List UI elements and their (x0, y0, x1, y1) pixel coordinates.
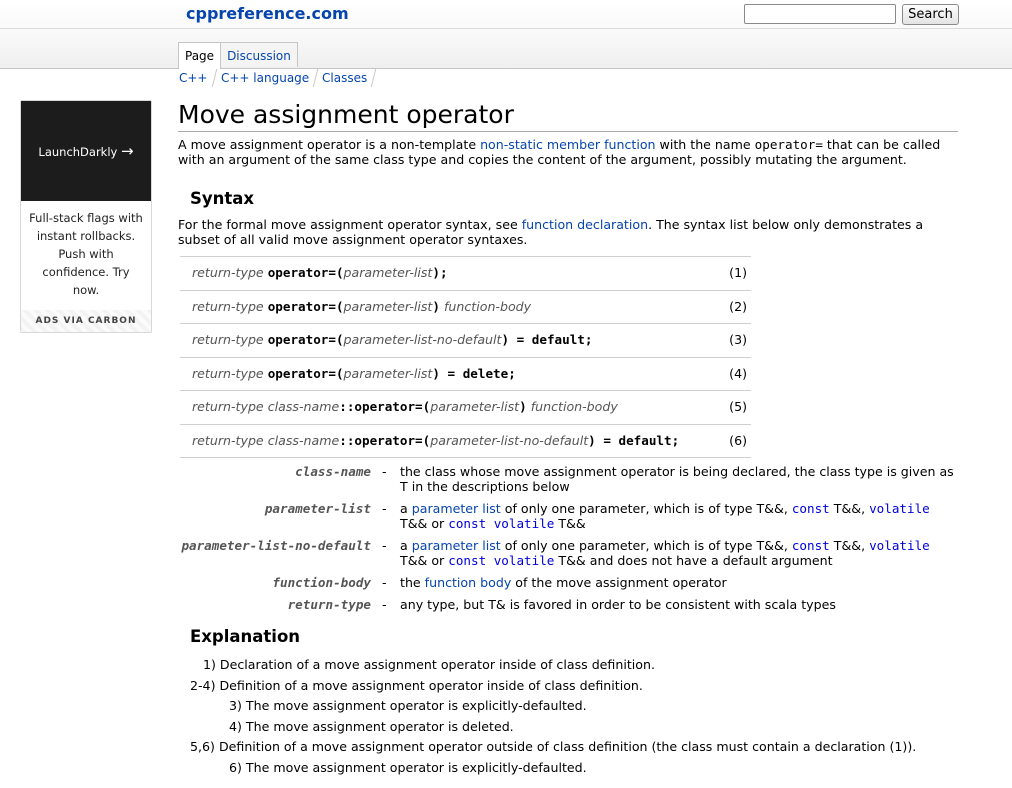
breadcrumb (173, 69, 374, 87)
explanation-line: 2-4) Definition of a move assignment operator inside of class definition. (190, 678, 643, 693)
token-return-type: return-type (192, 298, 264, 314)
breadcrumb-cpp-language[interactable]: C++ language (212, 69, 318, 87)
syntax-row (180, 324, 751, 358)
token-default: ) = default; (501, 332, 593, 347)
param-name: class-name (295, 464, 371, 479)
token-function-body: function-body (530, 399, 618, 414)
token-operator: operator=( (267, 298, 344, 314)
search-input[interactable] (744, 4, 896, 24)
explanation-heading: Explanation (190, 627, 301, 646)
token-param-list: parameter-list (430, 399, 520, 414)
syntax-number: (3) (729, 332, 747, 347)
param-desc: any type, but T& is favored in order to be consistent with scala types (400, 597, 836, 612)
tab-discussion[interactable]: Discussion (221, 42, 298, 67)
explanation-line: 6) The move assignment operator is explicitly-defaulted. (229, 760, 587, 775)
syntax-row (180, 256, 751, 291)
param-name: return-type (287, 597, 371, 612)
link-parameter-list[interactable]: parameter list (411, 501, 501, 516)
token-param-list: parameter-list (343, 365, 433, 381)
explanation-line: 4) The move assignment operator is deleted. (229, 719, 514, 734)
syntax-number: (1) (729, 265, 747, 280)
param-desc-text: T&& or (400, 553, 449, 568)
syntax-number: (6) (729, 432, 747, 448)
param-dash: - (382, 464, 387, 479)
token-return-type: return-type (192, 432, 264, 448)
token-operator: ::operator=( (339, 432, 431, 448)
param-desc-text: T&&, (829, 501, 870, 516)
carbon-ad[interactable] (20, 100, 152, 333)
token-operator: operator=( (267, 265, 344, 280)
keyword-const: const (791, 501, 830, 516)
param-desc-text: of the move assignment operator (511, 575, 727, 590)
syntax-number: (2) (729, 298, 747, 314)
token-operator: operator=( (267, 332, 344, 347)
token-operator: ::operator=( (339, 399, 431, 414)
tab-page[interactable]: Page (178, 42, 221, 69)
keyword-const-volatile: const volatile (448, 553, 555, 568)
intro-text: A move assignment operator is a non-template (178, 137, 481, 152)
param-dash: - (382, 575, 387, 590)
link-non-static-member-function[interactable]: non-static member function (480, 137, 656, 152)
explanation-line: 3) The move assignment operator is explicitly-defaulted. (229, 698, 587, 713)
ad-text[interactable]: Full-stack flags with instant rollbacks. Push with confidence. Try now. (29, 211, 143, 297)
param-dash: - (382, 501, 387, 516)
token-operator: operator=( (267, 365, 344, 381)
syntax-row (180, 425, 751, 459)
link-function-declaration[interactable]: function declaration (521, 217, 649, 232)
keyword-volatile: volatile (869, 538, 930, 553)
token-class-name: class-name (267, 399, 340, 414)
link-function-body[interactable]: function body (424, 575, 512, 590)
search-button[interactable]: Search (902, 4, 959, 25)
param-name: function-body (272, 575, 371, 590)
param-desc (400, 501, 955, 531)
explanation-line: 5,6) Definition of a move assignment operator outside of class definition (the class must contain a declaration (1)). (190, 739, 917, 754)
ad-banner[interactable] (21, 101, 151, 201)
token-return-type: return-type (192, 365, 264, 381)
token-class-name: class-name (267, 432, 340, 448)
syntax-description (178, 217, 958, 247)
token-close: ); (432, 265, 448, 280)
token-return-type: return-type (192, 332, 264, 347)
param-desc (400, 575, 955, 590)
param-desc-text: a (400, 538, 412, 553)
param-name: parameter-list-no-default (181, 538, 371, 553)
token-param-list-no-default: parameter-list-no-default (430, 432, 589, 448)
intro-text: with the name (655, 137, 755, 152)
syntax-row (180, 358, 751, 392)
token-param-list: parameter-list (343, 298, 433, 314)
ad-footer[interactable]: ADS VIA CARBON (21, 310, 151, 332)
syntax-number: (4) (729, 365, 747, 381)
keyword-const-volatile: const volatile (448, 516, 555, 531)
param-desc: the class whose move assignment operator is being declared, the class type is given as T in the descriptions below (400, 464, 954, 494)
syntax-desc-text: For the formal move assignment operator syntax, see (178, 217, 522, 232)
syntax-heading: Syntax (190, 189, 255, 208)
link-parameter-list[interactable]: parameter list (411, 538, 501, 553)
param-desc-text: of only one parameter, which is of type T&&, (500, 501, 792, 516)
intro-code: operator= (754, 137, 823, 152)
ad-brand: LaunchDarkly (38, 145, 118, 159)
param-desc-text: the (400, 575, 425, 590)
param-desc-text: a (400, 501, 412, 516)
site-header (0, 0, 1012, 69)
syntax-desc-text: . The syntax list below only demonstrates a subset of all valid move assignment operator syntaxes. (178, 217, 924, 247)
param-desc-text: T&& (554, 516, 586, 531)
token-return-type: return-type (192, 399, 264, 414)
param-dash: - (382, 597, 387, 612)
token-close: ) (432, 298, 440, 314)
token-delete: ) = delete; (432, 365, 516, 381)
param-dash: - (382, 538, 387, 553)
token-return-type: return-type (192, 265, 264, 280)
token-param-list-no-default: parameter-list-no-default (343, 332, 502, 347)
syntax-row (180, 291, 751, 325)
param-desc (400, 538, 955, 568)
keyword-const: const (791, 538, 830, 553)
page-title: Move assignment operator (178, 99, 958, 132)
param-desc-text: T&&, (829, 538, 870, 553)
breadcrumb-cpp[interactable]: C++ (171, 69, 217, 87)
intro-paragraph (178, 137, 958, 167)
site-logo[interactable]: cppreference.com (186, 4, 349, 23)
breadcrumb-classes[interactable]: Classes (313, 69, 376, 87)
param-desc-text: T&& or (400, 516, 449, 531)
token-default: ) = default; (588, 432, 680, 448)
param-desc-text: T&& and does not have a default argument (554, 553, 833, 568)
syntax-row (180, 391, 751, 425)
arrow-right-icon: → (121, 142, 134, 160)
param-name: parameter-list (264, 501, 371, 516)
token-param-list: parameter-list (343, 265, 433, 280)
syntax-table (180, 256, 751, 458)
intro-text: that can be called with an argument of the same class type and copies the content of the argument, possibly mutating the argument. (178, 137, 941, 167)
keyword-volatile: volatile (869, 501, 930, 516)
token-close: ) (519, 399, 527, 414)
page-tabs (178, 42, 298, 68)
header-divider (0, 28, 1012, 29)
explanation-line: 1) Declaration of a move assignment operator inside of class definition. (203, 657, 655, 672)
token-function-body: function-body (443, 298, 532, 314)
syntax-number: (5) (729, 399, 747, 414)
param-desc-text: of only one parameter, which is of type T&&, (500, 538, 792, 553)
